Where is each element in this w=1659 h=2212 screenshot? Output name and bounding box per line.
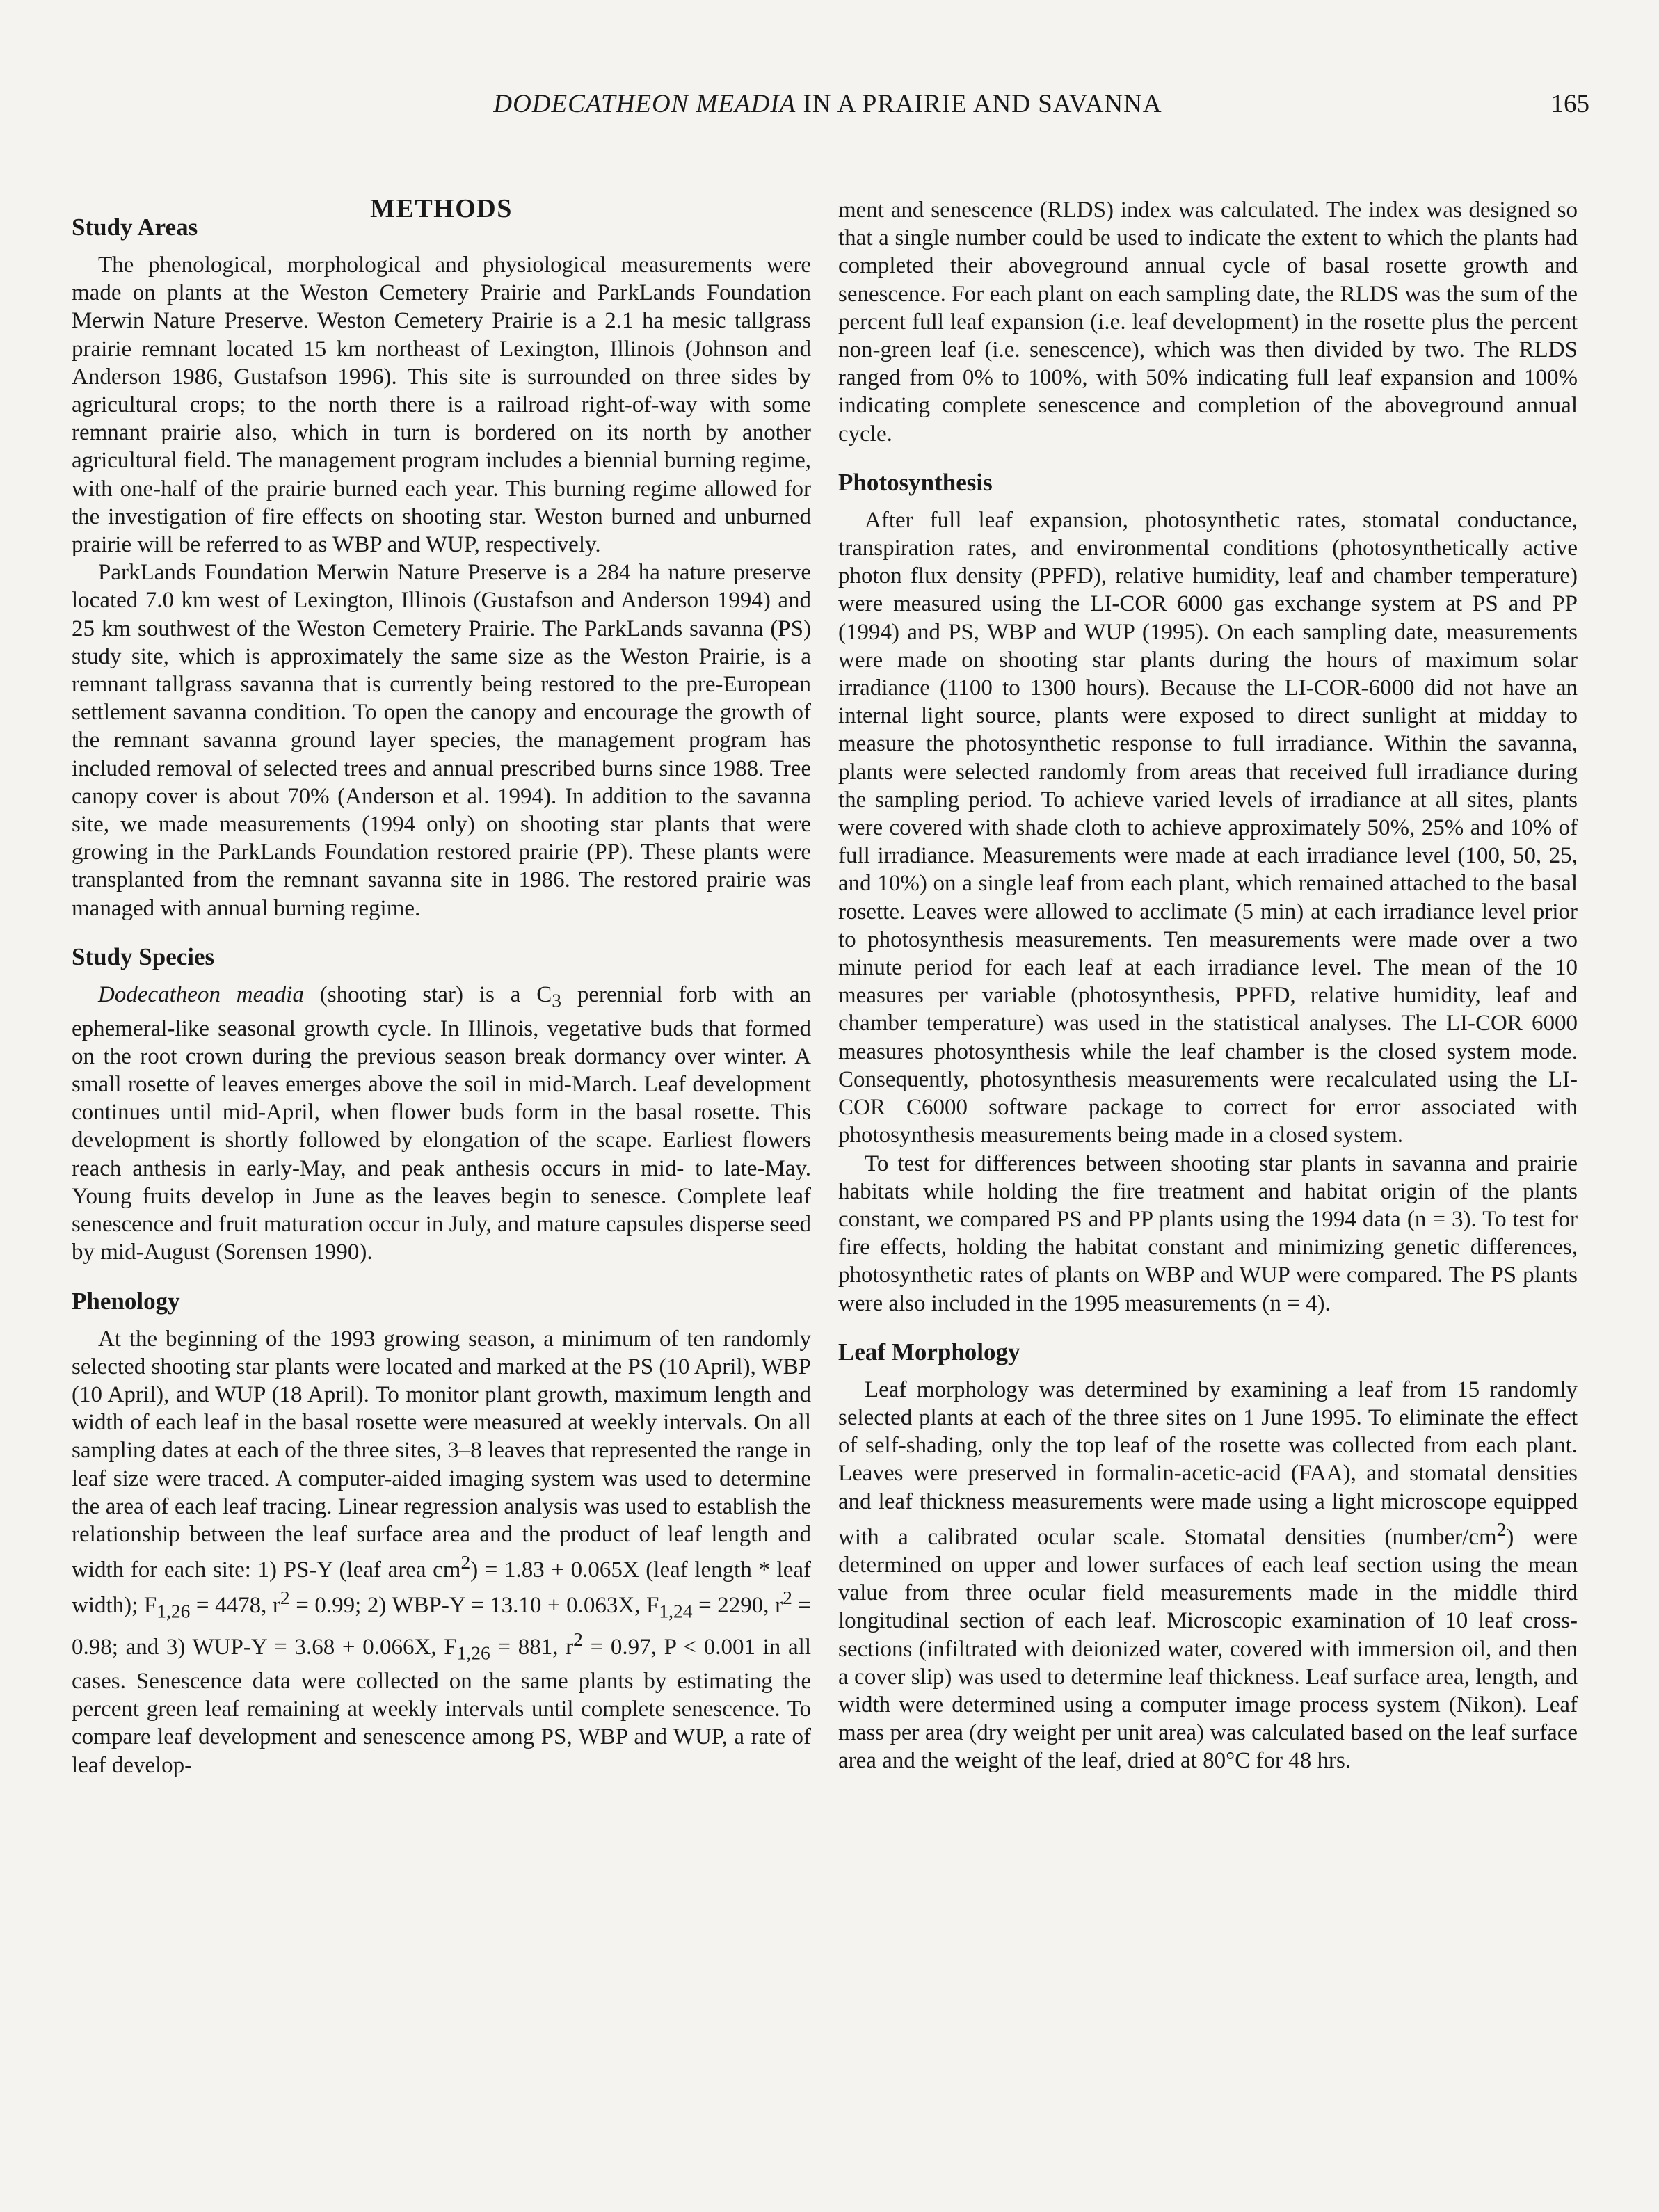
running-head-species: DODECATHEON MEADIA [493, 90, 796, 118]
page-number: 165 [1550, 90, 1589, 118]
left-column [72, 191, 811, 1779]
superscript: 2 [280, 1587, 290, 1609]
subscript: 1,26 [456, 1642, 490, 1664]
paragraph-study-species [72, 981, 811, 1267]
text-span: ) were determined on upper and lower surfaces of each leaf section using the mean value from three ocular field measurements made in the middle third longitudinal section of each leaf. Microscopic examination of 10 leaf cross-sections (infiltrated with deionized water, covered with immersion oil, and then a cover slip) was used to determine leaf thickness. Leaf surface area, length, and width were determined using a computer image process system (Nikon). Leaf mass per area (dry weight per unit area) was calculated based on the leaf surface area and the weight of the leaf, dried at 80°C for 48 hrs. [838, 1524, 1578, 1774]
paragraph-phenology [72, 1325, 811, 1779]
running-head-title: IN A PRAIRIE AND SAVANNA [796, 90, 1162, 118]
running-head [70, 89, 1586, 119]
paragraph-leaf-morphology [838, 1376, 1578, 1775]
right-column [838, 196, 1578, 1775]
superscript: 2 [1496, 1518, 1507, 1540]
superscript: 2 [573, 1628, 583, 1651]
text-span: = 4478, r [190, 1593, 280, 1619]
subscript: 3 [552, 989, 561, 1011]
text-span: At the beginning of the 1993 growing season, a minimum of ten randomly selected shooting star plants were located and marked at the PS (10 April), WBP (10 April), and WUP (18 April). To monitor plant growth, maximum length and width of each leaf in the basal rosette were measured at weekly intervals. On all sampling dates at each of the three sites, 3–8 leaves that represented the range in leaf size were traced. A computer-aided imaging system was used to determine the area of each leaf tracing. Linear regression analysis was used to establish the relationship between the leaf surface area and the product of leaf length and width for each site: 1) PS-Y (leaf area cm [72, 1326, 811, 1583]
species-name: Dodecatheon meadia [98, 981, 304, 1007]
paragraph-study-areas-1: The phenological, morphological and physiological measurements were made on plants at the Weston Cemetery Prairie and ParkLands Foundation Merwin Nature Preserve. Weston Cemetery Prairie is a 2.1 ha mesic tallgrass prairie remnant located 15 km northeast of Lexington, Illinois (Johnson and Anderson 1986, Gustafson 1996). This site is surrounded on three sides by agricultural crops; to the north there is a railroad right-of-way with some remnant prairie also, which in turn is bordered on its north by another agricultural field. The management program includes a biennial burning regime, with one-half of the prairie burned each year. This burning regime allowed for the investigation of fire effects on shooting star. Weston burned and unburned prairie will be referred to as WBP and WUP, respectively. [72, 253, 811, 558]
text-span: = 881, r [490, 1635, 574, 1660]
text-span: Leaf morphology was determined by examining a leaf from 15 randomly selected plants at each of the three sites on 1 June 1995. To eliminate the effect of self-shading, only the top leaf of the rosette was collected from each plant. Leaves were preserved in formalin-acetic-acid (FAA), and stomatal densities and leaf thickness measurements were made using a light microscope equipped with a calibrated ocular scale. Stomatal densities (number/cm [838, 1377, 1578, 1550]
paragraph-photosynthesis-1: After full leaf expansion, photosynthetic rates, stomatal conductance, transpiration rates, and environmental conditions (photosynthetically active photon flux density (PPFD), relative humidity, leaf and chamber temperature) were measured using the LI-COR 6000 gas exchange system at PS and PP (1994) and PS, WBP and WUP (1995). On each sampling date, measurements were made on shooting star plants during the hours of maximum solar irradiance (1100 to 1300 hours). Because the LI-COR-6000 did not have an internal light source, plants were exposed to direct sunlight at midday to measure the photosynthetic response to full irradiance. Within the savanna, plants were selected randomly from areas that received full irradiance during the sampling period. To achieve varied levels of irradiance at all sites, plants were covered with shade cloth to achieve approximately 50%, 25% and 10% of full irradiance. Measurements were made at each irradiance level (100, 50, 25, and 10%) on a single leaf from each plant, which remained attached to the basal rosette. Leaves were allowed to acclimate (5 min) at each irradiance level prior to photosynthesis measurements. Ten measurements were made over a two minute period for each leaf at each irradiance level. The mean of the 10 measures per variable (photosynthesis, PPFD, relative humidity, leaf and chamber temperature) was used in the statistical analyses. The LI-COR 6000 measures photosynthesis while the leaf chamber is the closed system mode. Consequently, photosynthesis measurements were recalculated using the LI-COR C6000 software package to correct for error associated with photosynthesis measurements being made in a closed system. [838, 507, 1578, 1148]
subheading-study-species: Study Species [72, 943, 215, 970]
paragraph-study-areas-2: ParkLands Foundation Merwin Nature Preserve is a 284 ha nature preserve located 7.0 km west of Lexington, Illinois (Gustafson and Anderson 1994) and 25 km southwest of the Weston Cemetery Prairie. The ParkLands savanna (PS) study site, which is approximately the same size as the Weston Prairie, is a remnant tallgrass savanna that is currently being restored to the pre-European settlement savanna condition. To open the canopy and encourage the growth of the remnant savanna ground layer species, the management program has included removal of selected trees and annual prescribed burns since 1988. Tree canopy cover is about 70% (Anderson et al. 1994). In addition to the savanna site, we made measurements (1994 only) on shooting star plants that were growing in the ParkLands Foundation restored prairie (PP). These plants were transplanted from the remnant savanna site in 1986. The restored prairie was managed with annual burning regime. [72, 560, 811, 921]
subheading-phenology: Phenology [72, 1287, 180, 1315]
text-span: (shooting star) is a C [303, 981, 552, 1007]
text-span: = 0.99; 2) WBP-Y = 13.10 + 0.063X, F [289, 1593, 659, 1619]
superscript: 2 [783, 1587, 792, 1609]
text-span: = 2290, r [692, 1593, 783, 1619]
text-span: perennial forb with an ephemeral-like seasonal growth cycle. In Illinois, vegetative buds that formed on the root crown during the previous season break dormancy over winter. A small rosette of leaves emerges above the soil in mid-March. Leaf development continues until mid-April, when flower buds form in the basal rosette. This development is shortly followed by elongation of the scape. Earliest flowers reach anthesis in early-May, and peak anthesis occurs in mid- to late-May. Young fruits develop in June as the leaves begin to senesce. Complete leaf senescence and fruit maturation occur in July, and mature capsules disperse seed by mid-August (Sorensen 1990). [72, 981, 811, 1265]
text-span: = 0.98; and 3) WUP-Y = 3.68 + 0.066X, F [72, 1593, 811, 1660]
subheading-study-areas: Study Areas [72, 214, 198, 241]
paragraph-photosynthesis-2: To test for differences between shooting star plants in savanna and prairie habitats while holding the fire treatment and habitat origin of the plants constant, we compared PS and PP plants using the 1994 data (n = 3). To test for fire effects, holding the habitat constant and minimizing genetic differences, photosynthetic rates of plants on WBP and WUP were compared. The PS plants were also included in the 1995 measurements (n = 4). [838, 1151, 1578, 1316]
subscript: 1,24 [659, 1600, 693, 1622]
text-span: = 0.97, P < 0.001 in all cases. Senescence data were collected on the same plants by estimating the percent green leaf remaining at weekly intervals until complete senescence. To compare leaf development and senescence among PS, WBP and WUP, a rate of leaf develop- [72, 1635, 811, 1778]
section-title-methods: METHODS [370, 194, 513, 223]
subheading-photosynthesis: Photosynthesis [838, 468, 993, 496]
paragraph-rlds-continued: ment and senescence (RLDS) index was calculated. The index was designed so that a single number could be used to indicate the extent to which the plants had completed their aboveground annual cycle of basal rosette growth and senescence. For each plant on each sampling date, the RLDS was the sum of the percent full leaf expansion (i.e. leaf development) in the rosette plus the percent non-green leaf (i.e. senescence), which was then divided by two. The RLDS ranged from 0% to 100%, with 50% indicating full leaf expansion and 100% indicating complete senescence and completion of the aboveground annual cycle. [838, 198, 1578, 447]
subheading-leaf-morphology: Leaf Morphology [838, 1338, 1020, 1365]
text-span: ) = 1.83 + 0.065X (leaf length * leaf width); F [72, 1557, 812, 1619]
superscript: 2 [460, 1551, 471, 1573]
subscript: 1,26 [157, 1600, 191, 1622]
